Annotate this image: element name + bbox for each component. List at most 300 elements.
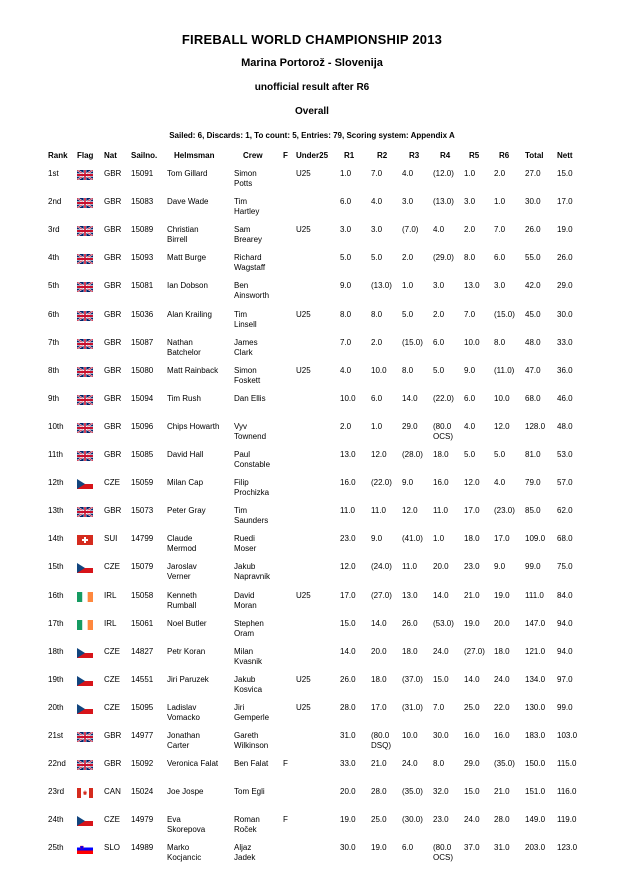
nett-cell-line: 94.0 — [557, 646, 573, 656]
race-3-cell — [402, 759, 418, 769]
rank-cell — [48, 591, 64, 601]
race-5-cell-line: 25.0 — [464, 702, 480, 712]
race-2-cell-line: 25.0 — [371, 815, 387, 825]
crew-cell-line: Gareth — [234, 731, 259, 740]
nat-cell-line: CZE — [104, 702, 120, 712]
race-4-cell — [433, 759, 444, 769]
crew-cell-line: David — [234, 590, 255, 600]
nett-cell — [557, 731, 577, 741]
crew-cell-line: Oram — [234, 628, 254, 638]
race-1-cell-line: 6.0 — [340, 197, 352, 207]
cze-flag-icon — [77, 704, 93, 714]
race-3-cell-line: (35.0) — [402, 787, 423, 797]
total-cell-line: 26.0 — [525, 225, 541, 235]
nat-cell — [104, 703, 120, 713]
nat-cell-line: GBR — [104, 365, 122, 375]
race-5-cell — [464, 591, 480, 601]
race-3-cell — [402, 366, 413, 376]
table-row — [0, 253, 624, 281]
sailno-cell — [131, 759, 153, 769]
total-cell-line: 151.0 — [525, 787, 546, 797]
race-4-cell-line: 16.0 — [433, 478, 449, 488]
total-cell — [525, 310, 541, 320]
sailno-cell — [131, 562, 153, 572]
race-2-cell-line: 19.0 — [371, 843, 387, 853]
female-cell-line: F — [283, 815, 288, 825]
can-flag-icon — [77, 788, 93, 798]
col-header-sailno: Sailno. — [131, 151, 158, 160]
rank-cell-line: 2nd — [48, 197, 62, 207]
crew-cell-line: Napravnik — [234, 572, 271, 582]
sailno-cell-line: 14989 — [131, 843, 154, 853]
col-header-flag: Flag — [77, 151, 94, 160]
race-3-cell — [402, 619, 418, 629]
gbr-flag-icon — [77, 423, 93, 433]
sailno-cell-line: 15085 — [131, 450, 154, 459]
nat-cell-line: CZE — [104, 815, 120, 825]
race-1-cell — [340, 647, 356, 657]
race-1-cell — [340, 562, 356, 572]
nett-cell-line: 57.0 — [557, 478, 573, 488]
race-2-cell-line: 2.0 — [371, 337, 383, 347]
sailno-cell-line: 14977 — [131, 731, 154, 740]
total-cell-line: 183.0 — [525, 731, 546, 740]
table-row — [0, 225, 624, 253]
nat-cell — [104, 787, 121, 797]
race-1-cell-line: 3.0 — [340, 225, 352, 235]
nat-cell-line: GBR — [104, 421, 122, 431]
race-4-cell-line: 32.0 — [433, 787, 449, 797]
race-2-cell — [371, 534, 382, 544]
race-4-cell-line: (80.0 — [433, 843, 452, 853]
race-2-cell-line: 12.0 — [371, 450, 387, 459]
race-4-cell — [433, 591, 449, 601]
col-header-nat: Nat — [104, 151, 117, 160]
rank-cell-line: 4th — [48, 253, 60, 263]
rank-cell-line: 1st — [48, 169, 59, 178]
helmsman-cell — [167, 731, 200, 751]
cze-flag-icon — [77, 676, 93, 686]
race-3-cell-line: 4.0 — [402, 169, 414, 178]
rank-cell — [48, 394, 59, 404]
col-header-r2: R2 — [377, 151, 388, 160]
rank-cell-line: 20th — [48, 702, 64, 712]
total-cell-line: 109.0 — [525, 534, 546, 544]
race-6-cell — [494, 450, 505, 460]
total-cell-line: 81.0 — [525, 450, 541, 459]
race-1-cell — [340, 815, 356, 825]
race-2-cell — [371, 281, 392, 291]
race-5-cell-line: 4.0 — [464, 421, 476, 431]
nett-cell — [557, 169, 573, 179]
total-cell — [525, 675, 545, 685]
table-row — [0, 394, 624, 422]
race-2-cell-line: 9.0 — [371, 534, 383, 544]
nat-cell — [104, 843, 120, 853]
nat-cell — [104, 815, 120, 825]
race-6-cell — [494, 225, 505, 235]
nett-cell — [557, 310, 573, 320]
race-6-cell-line: 7.0 — [494, 225, 506, 235]
race-2-cell — [371, 562, 392, 572]
race-2-cell — [371, 394, 382, 404]
race-4-cell — [433, 647, 449, 657]
race-1-cell-line: 17.0 — [340, 590, 356, 600]
total-cell — [525, 281, 541, 291]
race-6-cell — [494, 675, 510, 685]
race-4-cell-line: 8.0 — [433, 759, 445, 769]
helmsman-cell — [167, 281, 208, 291]
race-4-cell-line: (12.0) — [433, 169, 454, 178]
total-cell-line: 68.0 — [525, 393, 541, 403]
helmsman-cell-line: Tom Gillard — [167, 169, 208, 178]
race-4-cell-line: (22.0) — [433, 393, 454, 403]
crew-cell-line: Kvasnik — [234, 656, 263, 666]
helmsman-cell — [167, 647, 205, 657]
race-4-cell — [433, 366, 444, 376]
sailno-cell-line: 15024 — [131, 787, 154, 797]
nat-cell-line: GBR — [104, 281, 122, 291]
nat-cell — [104, 562, 120, 572]
table-row — [0, 619, 624, 647]
race-6-cell — [494, 281, 505, 291]
race-3-cell — [402, 394, 418, 404]
race-3-cell-line: 14.0 — [402, 393, 418, 403]
race-5-cell-line: 18.0 — [464, 534, 480, 544]
race-6-cell — [494, 422, 510, 432]
race-1-cell — [340, 394, 356, 404]
nat-cell — [104, 675, 120, 685]
race-6-cell-line: 6.0 — [494, 253, 506, 263]
nett-cell-line: 62.0 — [557, 506, 573, 516]
col-header-helmsman: Helmsman — [174, 151, 215, 160]
race-6-cell-line: (35.0) — [494, 759, 515, 769]
rank-cell-line: 10th — [48, 421, 64, 431]
total-cell — [525, 506, 541, 516]
result-status: unofficial result after R6 — [254, 82, 370, 93]
table-row — [0, 843, 624, 871]
race-1-cell-line: 2.0 — [340, 421, 352, 431]
nett-cell — [557, 675, 573, 685]
nat-cell-line: CZE — [104, 674, 120, 684]
sailno-cell — [131, 815, 153, 825]
nett-cell — [557, 338, 573, 348]
female-cell — [283, 759, 288, 769]
race-5-cell-line: 14.0 — [464, 674, 480, 684]
race-6-cell — [494, 478, 505, 488]
total-cell-line: 111.0 — [525, 590, 544, 600]
race-4-cell-line: 23.0 — [433, 815, 449, 825]
rank-cell — [48, 562, 64, 572]
race-5-cell-line: 2.0 — [464, 225, 476, 235]
table-row — [0, 675, 624, 703]
race-3-cell-line: 9.0 — [402, 478, 414, 488]
race-1-cell — [340, 534, 356, 544]
crew-cell-line: Sam — [234, 225, 251, 235]
race-5-cell-line: 17.0 — [464, 506, 480, 516]
gbr-flag-icon — [77, 170, 93, 180]
race-1-cell — [340, 787, 356, 797]
race-2-cell-line: 20.0 — [371, 646, 387, 656]
sailno-cell-line: 15091 — [131, 169, 154, 178]
under25-cell — [296, 366, 311, 376]
race-3-cell — [402, 169, 413, 179]
race-6-cell-line: 21.0 — [494, 787, 510, 797]
helmsman-cell-line: Eva — [167, 815, 181, 825]
sailno-cell — [131, 225, 153, 235]
nett-cell-line: 33.0 — [557, 337, 573, 347]
race-5-cell — [464, 562, 480, 572]
col-header-r6: R6 — [499, 151, 510, 160]
race-4-cell — [433, 815, 449, 825]
sailno-cell-line: 14799 — [131, 534, 154, 544]
total-cell — [525, 843, 545, 853]
sailno-cell — [131, 450, 153, 460]
nett-cell — [557, 450, 573, 460]
rank-cell-line: 14th — [48, 534, 64, 544]
race-6-cell-line: 28.0 — [494, 815, 510, 825]
crew-cell-line: Jiri — [234, 702, 245, 712]
crew-cell — [234, 366, 260, 386]
race-1-cell — [340, 759, 356, 769]
sailno-cell — [131, 619, 153, 629]
rank-cell-line: 15th — [48, 562, 64, 572]
race-4-cell — [433, 253, 454, 263]
race-6-cell — [494, 253, 505, 263]
race-3-cell-line: 1.0 — [402, 281, 414, 291]
race-2-cell — [371, 366, 387, 376]
race-4-cell-line: (29.0) — [433, 253, 454, 263]
helmsman-cell — [167, 450, 203, 460]
crew-cell-line: Prochizka — [234, 488, 270, 498]
nat-cell — [104, 281, 121, 291]
race-2-cell-line: 5.0 — [371, 253, 383, 263]
crew-cell-line: Roman — [234, 815, 260, 825]
crew-cell-line: Constable — [234, 460, 271, 469]
rank-cell-line: 23rd — [48, 787, 65, 797]
col-header-nett: Nett — [557, 151, 573, 160]
race-6-cell-line: 4.0 — [494, 478, 506, 488]
race-1-cell-line: 12.0 — [340, 562, 356, 572]
total-cell-line: 79.0 — [525, 478, 541, 488]
race-1-cell-line: 20.0 — [340, 787, 356, 797]
table-row — [0, 562, 624, 590]
race-4-cell-line: (53.0) — [433, 618, 454, 628]
crew-cell — [234, 310, 257, 330]
total-cell-line: 147.0 — [525, 618, 546, 628]
race-2-cell-line: 6.0 — [371, 393, 383, 403]
race-5-cell — [464, 197, 475, 207]
race-2-cell — [371, 591, 392, 601]
cze-flag-icon — [77, 479, 93, 489]
sailno-cell-line: 15059 — [131, 478, 154, 488]
total-cell — [525, 225, 541, 235]
crew-cell — [234, 338, 258, 358]
crew-cell — [234, 703, 269, 723]
race-1-cell-line: 23.0 — [340, 534, 356, 544]
race-3-cell — [402, 253, 413, 263]
race-5-cell-line: 12.0 — [464, 478, 480, 488]
race-3-cell-line: 11.0 — [402, 562, 417, 572]
crew-cell-line: Jakub — [234, 674, 256, 684]
crew-cell-line: Paul — [234, 450, 251, 459]
helmsman-cell — [167, 197, 209, 207]
nett-cell-line: 48.0 — [557, 421, 573, 431]
race-5-cell — [464, 703, 480, 713]
sailno-cell — [131, 169, 153, 179]
race-4-cell-line: 1.0 — [433, 534, 445, 544]
sailno-cell-line: 15094 — [131, 393, 154, 403]
race-2-cell-line: 4.0 — [371, 197, 383, 207]
sailno-cell-line: 15087 — [131, 337, 154, 347]
race-1-cell — [340, 675, 356, 685]
helmsman-cell — [167, 815, 205, 835]
table-row — [0, 815, 624, 843]
nat-cell — [104, 619, 116, 629]
race-1-cell-line: 11.0 — [340, 506, 355, 516]
total-cell — [525, 478, 541, 488]
rank-cell-line: 6th — [48, 309, 60, 319]
race-1-cell — [340, 225, 351, 235]
nett-cell — [557, 815, 576, 825]
helmsman-cell-line: Peter Gray — [167, 506, 206, 516]
venue-subtitle: Marina Portorož - Slovenija — [241, 57, 383, 69]
nat-cell — [104, 506, 121, 516]
race-4-cell — [433, 169, 454, 179]
crew-cell — [234, 759, 268, 769]
nat-cell — [104, 169, 121, 179]
nat-cell-line: GBR — [104, 169, 122, 178]
total-cell-line: 27.0 — [525, 169, 541, 178]
slo-flag-icon — [77, 844, 93, 854]
total-cell — [525, 703, 545, 713]
race-3-cell — [402, 281, 413, 291]
nat-cell-line: SLO — [104, 843, 121, 853]
helmsman-cell-line: Claude — [167, 534, 193, 544]
race-5-cell — [464, 450, 475, 460]
crew-cell — [234, 562, 270, 582]
race-2-cell — [371, 310, 382, 320]
race-4-cell — [433, 281, 444, 291]
race-1-cell — [340, 338, 351, 348]
race-1-cell-line: 14.0 — [340, 646, 356, 656]
total-cell — [525, 338, 541, 348]
crew-cell-line: Aljaz — [234, 843, 252, 853]
race-2-cell — [371, 422, 382, 432]
helmsman-cell — [167, 478, 203, 488]
table-row — [0, 731, 624, 759]
helmsman-cell — [167, 422, 219, 432]
table-row — [0, 506, 624, 534]
race-2-cell-line: 17.0 — [371, 702, 387, 712]
race-1-cell — [340, 366, 351, 376]
race-1-cell-line: 10.0 — [340, 393, 356, 403]
crew-cell-line: Townend — [234, 431, 267, 441]
sailno-cell — [131, 366, 153, 376]
race-5-cell-line: 21.0 — [464, 590, 480, 600]
nat-cell — [104, 253, 121, 263]
race-2-cell-line: 1.0 — [371, 421, 383, 431]
race-2-cell-line: 10.0 — [371, 365, 387, 375]
nett-cell-line: 17.0 — [557, 197, 573, 207]
total-cell-line: 30.0 — [525, 197, 541, 207]
helmsman-cell-line: Birrell — [167, 235, 188, 245]
page-title: FIREBALL WORLD CHAMPIONSHIP 2013 — [181, 32, 443, 47]
nat-cell — [104, 591, 116, 601]
sailno-cell-line: 14827 — [131, 646, 154, 656]
gbr-flag-icon — [77, 367, 93, 377]
table-row — [0, 338, 624, 366]
helmsman-cell-line: Alan Krailing — [167, 309, 212, 319]
col-header-r3: R3 — [409, 151, 420, 160]
under25-cell-line: U25 — [296, 674, 311, 684]
race-5-cell — [464, 225, 475, 235]
nat-cell-line: GBR — [104, 253, 122, 263]
race-6-cell-line: 18.0 — [494, 646, 510, 656]
race-5-cell-line: 29.0 — [464, 759, 480, 769]
race-6-cell — [494, 366, 514, 376]
nett-cell — [557, 619, 573, 629]
col-header-under25: Under25 — [296, 151, 329, 160]
race-6-cell-line: 16.0 — [494, 731, 510, 740]
nett-cell — [557, 506, 573, 516]
helmsman-cell-line: Nathan — [167, 337, 193, 347]
crew-cell-line: Wilkinson — [234, 741, 269, 750]
sailno-cell-line: 14551 — [131, 674, 154, 684]
col-header-total: Total — [525, 151, 544, 160]
race-2-cell-line: (22.0) — [371, 478, 392, 488]
nett-cell — [557, 591, 573, 601]
race-4-cell-line: (13.0) — [433, 197, 454, 207]
nett-cell-line: 97.0 — [557, 674, 573, 684]
rank-cell — [48, 703, 64, 713]
race-3-cell — [402, 731, 418, 741]
race-6-cell-line: (15.0) — [494, 309, 515, 319]
race-3-cell-line: (7.0) — [402, 225, 419, 235]
nat-cell-line: GBR — [104, 197, 122, 207]
nett-cell-line: 116.0 — [557, 787, 577, 797]
race-4-cell — [433, 562, 449, 572]
nat-cell-line: CZE — [104, 562, 120, 572]
rank-cell — [48, 675, 64, 685]
race-5-cell — [464, 675, 480, 685]
total-cell — [525, 787, 545, 797]
race-1-cell-line: 5.0 — [340, 253, 352, 263]
nett-cell-line: 99.0 — [557, 702, 573, 712]
helmsman-cell-line: Noel Butler — [167, 618, 207, 628]
race-6-cell-line: (11.0) — [494, 365, 515, 375]
race-3-cell — [402, 225, 418, 235]
race-1-cell-line: 26.0 — [340, 674, 356, 684]
sailno-cell — [131, 197, 153, 207]
helmsman-cell-line: Ian Dobson — [167, 281, 208, 291]
nat-cell-line: GBR — [104, 309, 122, 319]
sailno-cell-line: 15096 — [131, 421, 154, 431]
nat-cell — [104, 197, 121, 207]
race-2-cell — [371, 731, 391, 751]
table-row — [0, 169, 624, 197]
race-6-cell-line: 24.0 — [494, 674, 510, 684]
race-3-cell-line: 24.0 — [402, 759, 418, 769]
race-5-cell-line: 9.0 — [464, 365, 476, 375]
race-4-cell — [433, 310, 444, 320]
race-4-cell — [433, 843, 453, 863]
race-3-cell-line: 12.0 — [402, 506, 418, 516]
rank-cell-line: 7th — [48, 337, 60, 347]
table-row — [0, 647, 624, 675]
total-cell-line: 85.0 — [525, 506, 541, 516]
total-cell — [525, 647, 545, 657]
